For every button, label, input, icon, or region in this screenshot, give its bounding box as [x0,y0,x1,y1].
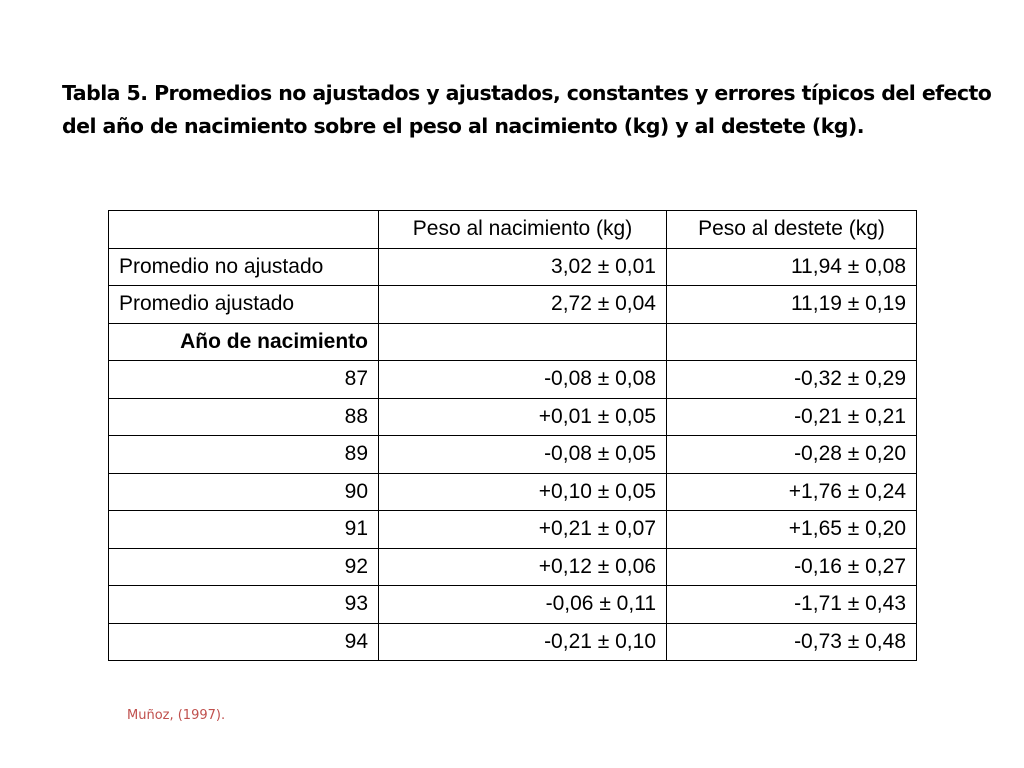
table-row [109,286,917,324]
cell-nacimiento: -0,08 ± 0,08 [379,361,667,399]
empty-cell [379,323,667,361]
table-row [109,548,917,586]
cell-destete: -1,71 ± 0,43 [667,586,917,624]
cell-destete: -0,21 ± 0,21 [667,398,917,436]
table-row [109,398,917,436]
header-peso-destete: Peso al destete (kg) [667,211,917,249]
row-year: 92 [109,548,379,586]
cell-nacimiento: 3,02 ± 0,01 [379,248,667,286]
cell-nacimiento: +0,01 ± 0,05 [379,398,667,436]
caption-line-1: Tabla 5. Promedios no ajustados y ajustados, constantes y errores típicos del efecto [62,81,992,105]
row-year: 94 [109,623,379,661]
cell-nacimiento: +0,12 ± 0,06 [379,548,667,586]
cell-nacimiento: +0,21 ± 0,07 [379,511,667,549]
cell-destete: -0,28 ± 0,20 [667,436,917,474]
table-row [109,473,917,511]
cell-destete: +1,76 ± 0,24 [667,473,917,511]
row-year: 93 [109,586,379,624]
cell-destete: +1,65 ± 0,20 [667,511,917,549]
cell-destete: -0,16 ± 0,27 [667,548,917,586]
cell-nacimiento: 2,72 ± 0,04 [379,286,667,324]
cell-nacimiento: -0,08 ± 0,05 [379,436,667,474]
table-row [109,436,917,474]
row-year: 87 [109,361,379,399]
table-row [109,586,917,624]
cell-nacimiento: -0,06 ± 0,11 [379,586,667,624]
cell-destete: -0,73 ± 0,48 [667,623,917,661]
section-row [109,323,917,361]
row-year: 89 [109,436,379,474]
cell-destete: 11,19 ± 0,19 [667,286,917,324]
data-table [108,210,917,661]
cell-nacimiento: +0,10 ± 0,05 [379,473,667,511]
table-row [109,511,917,549]
row-year: 91 [109,511,379,549]
header-empty-cell [109,211,379,249]
row-year: 88 [109,398,379,436]
cell-nacimiento: -0,21 ± 0,10 [379,623,667,661]
table-row [109,623,917,661]
table-caption [62,77,992,143]
section-label: Año de nacimiento [109,323,379,361]
header-peso-nacimiento: Peso al nacimiento (kg) [379,211,667,249]
cell-destete: -0,32 ± 0,29 [667,361,917,399]
row-label: Promedio no ajustado [109,248,379,286]
table-row [109,361,917,399]
source-citation: Muñoz, (1997). [127,708,226,723]
caption-line-2: del año de nacimiento sobre el peso al nacimiento (kg) y al destete (kg). [62,114,864,138]
row-year: 90 [109,473,379,511]
row-label: Promedio ajustado [109,286,379,324]
cell-destete: 11,94 ± 0,08 [667,248,917,286]
table-row [109,248,917,286]
header-row [109,211,917,249]
empty-cell [667,323,917,361]
